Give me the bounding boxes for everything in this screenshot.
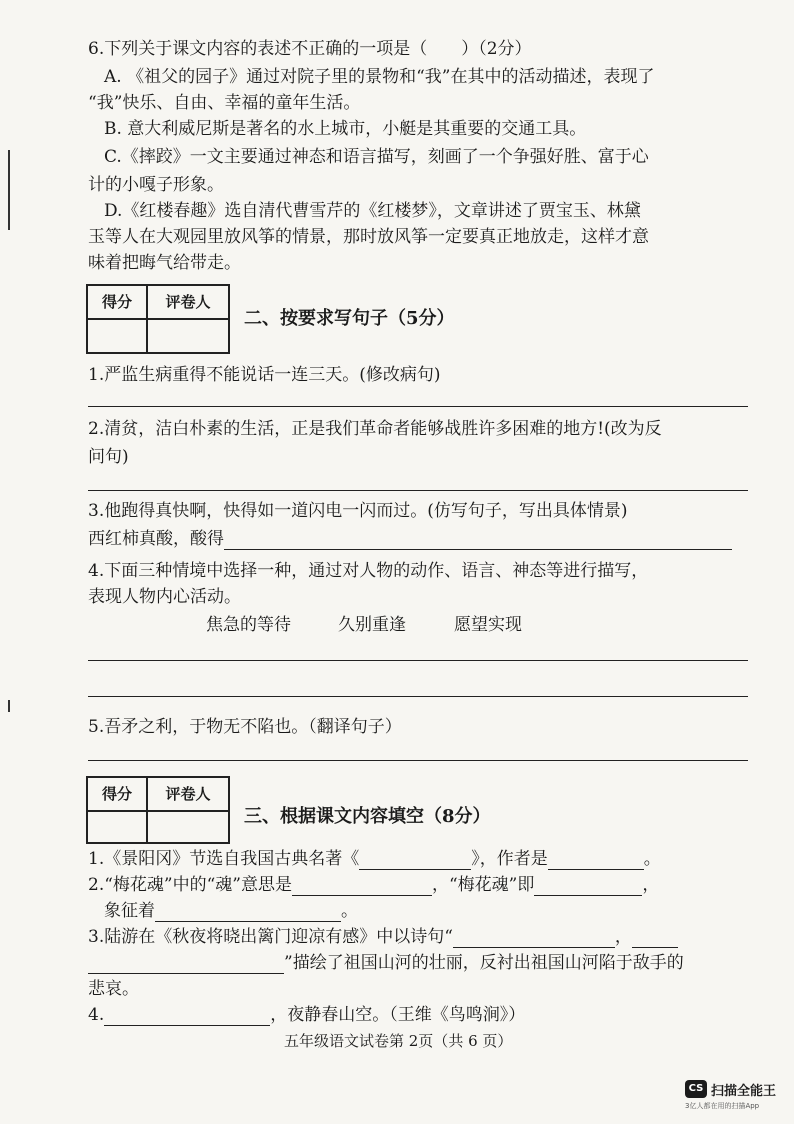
s3-q2-text: 2.“梅花魂”中的“魂”意思是 bbox=[88, 875, 292, 895]
s2-q4-option: 久别重逢 bbox=[338, 615, 406, 635]
blank[interactable] bbox=[104, 1007, 270, 1026]
blank[interactable] bbox=[224, 531, 732, 550]
grader-label: 评卷人 bbox=[165, 293, 211, 311]
camscanner-icon: CS bbox=[685, 1080, 707, 1098]
q6-option-c: C.《摔跤》一文主要通过神态和语言描写，刻画了一个争强好胜、富于心 bbox=[104, 147, 649, 167]
answer-line bbox=[88, 760, 748, 761]
grader-label: 评卷人 bbox=[165, 785, 211, 803]
q6-stem: 6.下列关于课文内容的表述不正确的一项是（ ）（2分） bbox=[88, 39, 532, 59]
s2-q5: 5.吾矛之利，于物无不陷也。（翻译句子） bbox=[88, 717, 402, 737]
s3-q3-text: 3.陆游在《秋夜将晓出篱门迎凉有感》中以诗句“ bbox=[88, 927, 453, 947]
s3-q3-text: ， bbox=[614, 927, 632, 947]
s2-q3-prefix: 西红柿真酸，酸得 bbox=[88, 529, 224, 549]
scanner-watermark bbox=[685, 1080, 785, 1112]
watermark-name: 扫描全能王 bbox=[711, 1084, 777, 1099]
s2-q3: 3.他跑得真快啊，快得如一道闪电一闪而过。(仿写句子，写出具体情景) bbox=[88, 501, 628, 521]
s3-q4-text: 4. bbox=[88, 1005, 105, 1025]
s3-q3-cont bbox=[88, 952, 684, 974]
s2-q4-option: 愿望实现 bbox=[454, 615, 522, 635]
s2-q4-cont: 表现人物内心活动。 bbox=[88, 587, 241, 607]
s2-q4-option: 焦急的等待 bbox=[206, 615, 291, 635]
q6-option-b: B. 意大利威尼斯是著名的水上城市，小艇是其重要的交通工具。 bbox=[104, 119, 587, 139]
blank[interactable] bbox=[453, 929, 615, 948]
s3-q1-text: 》，作者是 bbox=[471, 849, 548, 869]
score-label: 得分 bbox=[101, 785, 132, 803]
s2-q2: 2.清贫，洁白朴素的生活，正是我们革命者能够战胜许多困难的地方!(改为反 bbox=[88, 419, 662, 439]
blank[interactable] bbox=[292, 877, 432, 896]
binding-mark bbox=[8, 700, 10, 712]
score-label: 得分 bbox=[101, 293, 132, 311]
blank[interactable] bbox=[632, 929, 678, 948]
score-box bbox=[86, 776, 230, 844]
answer-line bbox=[88, 490, 748, 491]
s3-q2-text: ，“梅花魂”即 bbox=[431, 875, 535, 895]
s3-q3 bbox=[88, 926, 678, 948]
blank[interactable] bbox=[534, 877, 642, 896]
blank[interactable] bbox=[548, 851, 644, 870]
q6-option-d-cont2: 味着把晦气给带走。 bbox=[88, 253, 241, 273]
section3-heading: 三、根据课文内容填空（8分） bbox=[244, 806, 491, 827]
page-footer: 五年级语文试卷第 2页（共 6 页） bbox=[284, 1032, 513, 1050]
s3-q3-text: ”描绘了祖国山河的壮丽，反衬出祖国山河陷于敌手的 bbox=[284, 953, 684, 973]
answer-line bbox=[88, 660, 748, 661]
blank[interactable] bbox=[155, 903, 341, 922]
s3-q2-text: ， bbox=[642, 875, 660, 895]
s3-q4 bbox=[88, 1004, 525, 1026]
q6-option-a-cont: “我”快乐、自由、幸福的童年生活。 bbox=[88, 93, 361, 113]
s3-q1 bbox=[88, 848, 661, 870]
s3-q2-cont bbox=[104, 900, 358, 922]
s3-q1-text: 。 bbox=[643, 849, 661, 869]
s3-q2-text: 。 bbox=[341, 901, 358, 921]
blank[interactable] bbox=[359, 851, 471, 870]
s2-q1: 1.严监生病重得不能说话一连三天。(修改病句) bbox=[88, 365, 441, 385]
q6-option-a: A. 《祖父的园子》通过对院子里的景物和“我”在其中的活动描述，表现了 bbox=[104, 67, 655, 87]
q6-option-c-cont: 计的小嘎子形象。 bbox=[88, 175, 224, 195]
answer-line bbox=[88, 696, 748, 697]
score-box bbox=[86, 284, 230, 354]
s2-q3-prompt bbox=[88, 528, 732, 550]
s3-q2-text: 象征着 bbox=[104, 901, 155, 921]
s3-q1-text: 1.《景阳冈》节选自我国古典名著《 bbox=[88, 849, 360, 869]
s3-q2 bbox=[88, 874, 659, 896]
s2-q2-cont: 问句) bbox=[88, 447, 129, 467]
s2-q4: 4.下面三种情境中选择一种，通过对人物的动作、语言、神态等进行描写， bbox=[88, 561, 649, 581]
answer-line bbox=[88, 406, 748, 407]
section2-heading: 二、按要求写句子（5分） bbox=[244, 308, 455, 329]
blank[interactable] bbox=[88, 955, 284, 974]
q6-option-d: D.《红楼春趣》选自清代曹雪芹的《红楼梦》，文章讲述了贾宝玉、林黛 bbox=[104, 201, 641, 221]
s3-q3-end: 悲哀。 bbox=[88, 979, 139, 999]
binding-mark bbox=[8, 150, 10, 230]
s3-q4-text: ，夜静春山空。（王维《鸟鸣涧》） bbox=[270, 1005, 526, 1025]
watermark-tagline: 3亿人都在用的扫描App bbox=[685, 1102, 760, 1110]
q6-option-d-cont1: 玉等人在大观园里放风筝的情景，那时放风筝一定要真正地放走，这样才意 bbox=[88, 227, 649, 247]
